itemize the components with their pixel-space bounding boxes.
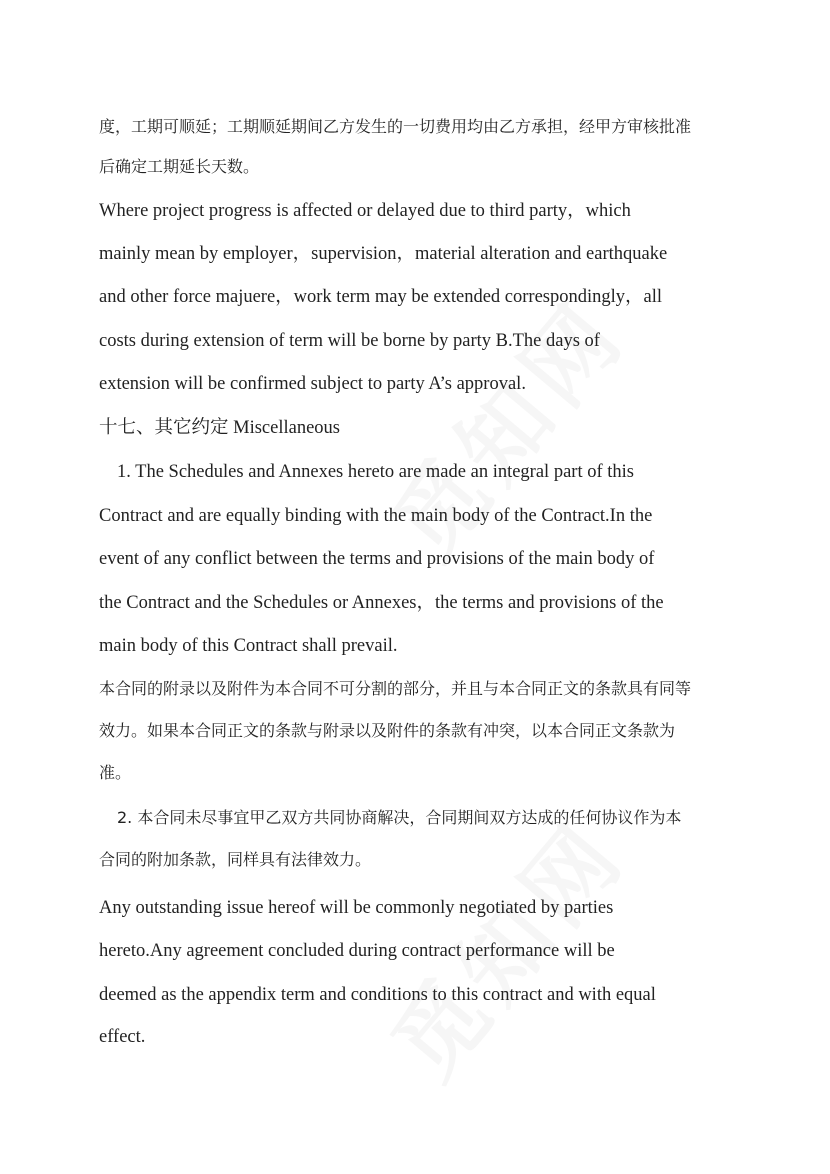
paragraph-line: Contract and are equally binding with the main body of the Contract.In the [99, 506, 653, 526]
paragraph-line: event of any conflict between the terms and provisions of the main body of [99, 549, 655, 569]
paragraph-line: main body of this Contract shall prevail. [99, 636, 398, 656]
paragraph-line: Where project progress is affected or delayed due to third party，which [99, 201, 631, 221]
paragraph-line: and other force majuere，work term may be extended correspondingly，all [99, 287, 663, 307]
paragraph-line: 2. 本合同未尽事宜甲乙双方共同协商解决，合同期间双方达成的任何协议作为本 [117, 808, 682, 827]
paragraph-line: mainly mean by employer，supervision，material alteration and earthquake [99, 244, 668, 264]
paragraph-line: effect. [99, 1027, 146, 1047]
paragraph-line: 合同的附加条款，同样具有法律效力。 [99, 850, 372, 869]
paragraph-line: 准。 [99, 763, 132, 782]
paragraph-line: 后确定工期延长天数。 [99, 157, 260, 176]
paragraph-line: costs during extension of term will be borne by party B.The days of [99, 331, 600, 351]
paragraph-line: extension will be confirmed subject to party A’s approval. [99, 374, 526, 394]
watermark [375, 283, 644, 577]
paragraph-line: 效力。如果本合同正文的条款与附录以及附件的条款有冲突，以本合同正文条款为 [99, 721, 676, 740]
paragraph-line: Any outstanding issue hereof will be commonly negotiated by parties [99, 898, 614, 918]
paragraph-line: 本合同的附录以及附件为本合同不可分割的部分，并且与本合同正文的条款具有同等 [99, 679, 692, 698]
paragraph-line: hereto.Any agreement concluded during contract performance will be [99, 941, 615, 961]
paragraph-line: 1. The Schedules and Annexes hereto are made an integral part of this [117, 462, 634, 482]
paragraph-line: deemed as the appendix term and conditions to this contract and with equal [99, 985, 656, 1005]
paragraph-line: 度，工期可顺延；工期顺延期间乙方发生的一切费用均由乙方承担，经甲方审核批准 [99, 117, 692, 136]
section-heading: 十七、其它约定 Miscellaneous [99, 418, 340, 438]
paragraph-line: the Contract and the Schedules or Annexes，the terms and provisions of the [99, 593, 664, 613]
